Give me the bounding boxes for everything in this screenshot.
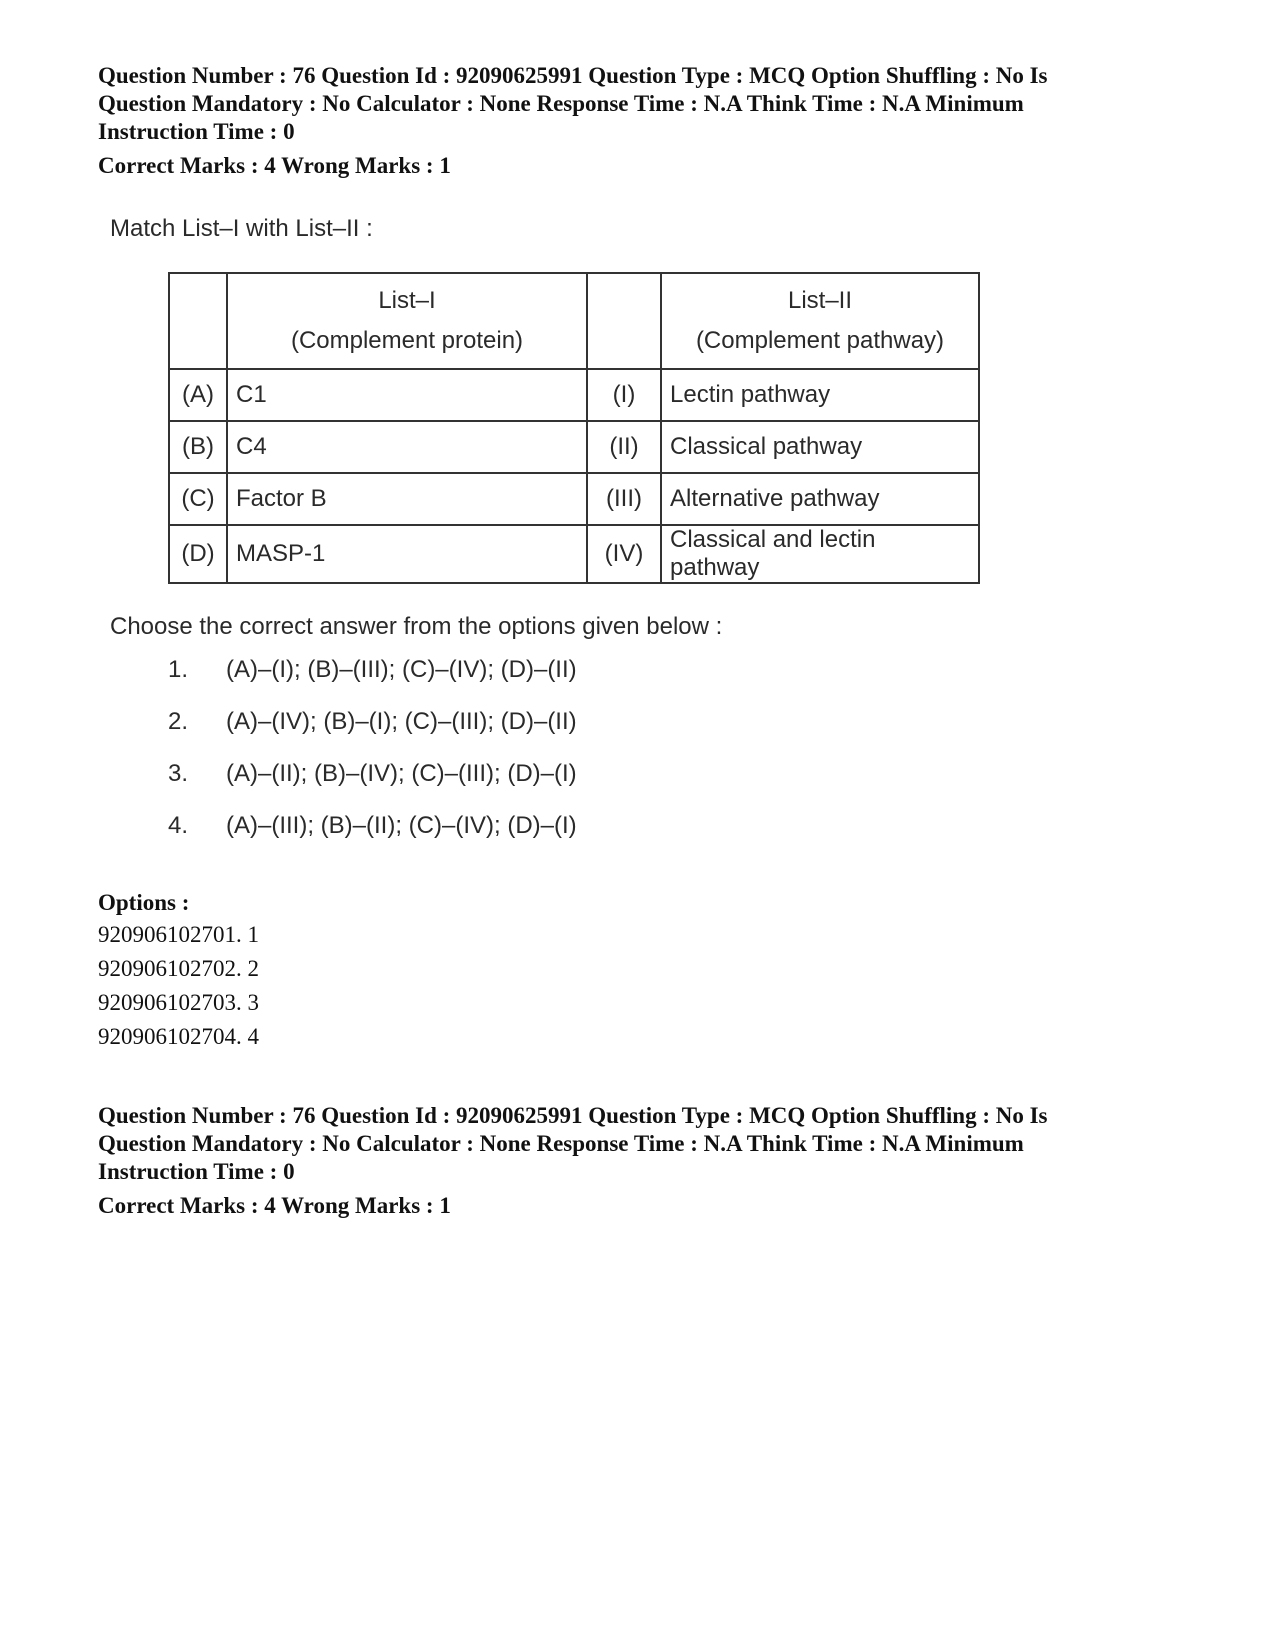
question-intro: Match List–I with List–II : bbox=[110, 215, 373, 242]
marks-line: Correct Marks : 4 Wrong Marks : 1 bbox=[98, 1193, 451, 1218]
choice-text: (A)–(IV); (B)–(I); (C)–(III); (D)–(II) bbox=[226, 708, 577, 735]
row-roman: (III) bbox=[587, 473, 661, 525]
choice-number: 1. bbox=[168, 656, 189, 683]
row-letter: (D) bbox=[169, 525, 227, 583]
header-line: Instruction Time : 0 bbox=[98, 119, 295, 144]
row-roman: (IV) bbox=[587, 525, 661, 583]
list1-subheading: (Complement protein) bbox=[290, 327, 524, 354]
header-line: Question Number : 76 Question Id : 92090625991 Question Type : MCQ Option Shuffling : No Is bbox=[98, 63, 1048, 88]
match-table bbox=[168, 272, 980, 584]
empty-cell bbox=[587, 273, 661, 369]
row-letter: (B) bbox=[169, 421, 227, 473]
option-item: 920906102702. 2 bbox=[98, 956, 259, 981]
choice-number: 4. bbox=[168, 812, 189, 839]
choice-text: (A)–(III); (B)–(II); (C)–(IV); (D)–(I) bbox=[226, 812, 577, 839]
list-item bbox=[168, 652, 577, 704]
header-line: Question Mandatory : No Calculator : None Response Time : N.A Think Time : N.A Minimum bbox=[98, 91, 1024, 116]
row-pathway: Lectin pathway bbox=[661, 369, 979, 421]
row-roman: (I) bbox=[587, 369, 661, 421]
header-line: Question Number : 76 Question Id : 92090625991 Question Type : MCQ Option Shuffling : No Is bbox=[98, 1103, 1048, 1128]
question-header bbox=[98, 62, 1198, 180]
list1-header bbox=[227, 273, 587, 369]
table-row bbox=[169, 421, 979, 473]
table-row bbox=[169, 525, 979, 583]
choice-text: (A)–(I); (B)–(III); (C)–(IV); (D)–(II) bbox=[226, 656, 577, 683]
row-protein: C4 bbox=[227, 421, 587, 473]
answer-choices bbox=[168, 652, 577, 860]
list2-subheading: (Complement pathway) bbox=[695, 327, 945, 354]
row-pathway: Alternative pathway bbox=[661, 473, 979, 525]
options-title: Options : bbox=[98, 890, 190, 915]
option-item: 920906102701. 1 bbox=[98, 922, 259, 947]
choice-number: 2. bbox=[168, 708, 189, 735]
row-pathway: Classical and lectin pathway bbox=[661, 525, 979, 583]
row-letter: (C) bbox=[169, 473, 227, 525]
row-pathway: Classical pathway bbox=[661, 421, 979, 473]
header-line: Question Mandatory : No Calculator : None Response Time : N.A Think Time : N.A Minimum bbox=[98, 1131, 1024, 1156]
choose-instruction: Choose the correct answer from the options given below : bbox=[110, 613, 723, 640]
table-row bbox=[169, 473, 979, 525]
question-header bbox=[98, 1102, 1198, 1220]
table-row bbox=[169, 369, 979, 421]
list-item bbox=[168, 808, 577, 860]
row-protein: MASP-1 bbox=[227, 525, 587, 583]
choice-number: 3. bbox=[168, 760, 189, 787]
marks-line: Correct Marks : 4 Wrong Marks : 1 bbox=[98, 153, 451, 178]
row-protein: Factor B bbox=[227, 473, 587, 525]
options-block bbox=[98, 888, 259, 1054]
row-letter: (A) bbox=[169, 369, 227, 421]
option-item: 920906102704. 4 bbox=[98, 1024, 259, 1049]
list2-header bbox=[661, 273, 979, 369]
list-item bbox=[168, 704, 577, 756]
row-roman: (II) bbox=[587, 421, 661, 473]
option-item: 920906102703. 3 bbox=[98, 990, 259, 1015]
list2-heading: List–II bbox=[787, 287, 853, 314]
empty-cell bbox=[169, 273, 227, 369]
choice-text: (A)–(II); (B)–(IV); (C)–(III); (D)–(I) bbox=[226, 760, 577, 787]
row-protein: C1 bbox=[227, 369, 587, 421]
list1-heading: List–I bbox=[378, 287, 436, 314]
table-header-row bbox=[169, 273, 979, 369]
header-line: Instruction Time : 0 bbox=[98, 1159, 295, 1184]
list-item bbox=[168, 756, 577, 808]
